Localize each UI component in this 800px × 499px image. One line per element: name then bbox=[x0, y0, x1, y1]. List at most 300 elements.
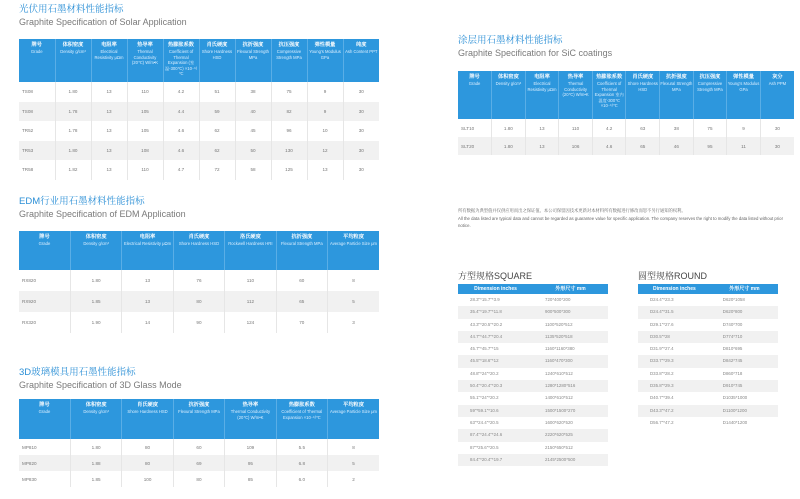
sic-cell: 63 bbox=[626, 119, 660, 137]
solar-cell: 130 bbox=[271, 141, 307, 161]
square-cell: 50.4"*20.4"*20.3 bbox=[470, 383, 503, 389]
table-row bbox=[458, 405, 608, 417]
square-cell: 1400*610*512 bbox=[545, 395, 573, 401]
edm-header-cn: 体积密度 bbox=[85, 234, 107, 240]
glass-cell: 1.88 bbox=[70, 455, 121, 471]
sic-cell: 95 bbox=[693, 137, 727, 155]
glass-cell: MP810 bbox=[19, 439, 70, 455]
solar-cell: 51 bbox=[199, 82, 235, 102]
solar-cell: 13 bbox=[91, 141, 127, 161]
glass-header-cn: 热导率 bbox=[242, 402, 259, 408]
glass-cell: 1.85 bbox=[70, 471, 121, 487]
round-table bbox=[638, 284, 778, 429]
sic-cell: 1.80 bbox=[492, 119, 526, 137]
sic-header bbox=[693, 71, 727, 119]
edm-cell: 3 bbox=[328, 312, 379, 333]
solar-cell: 13 bbox=[91, 121, 127, 141]
square-cell: 43.3"*20.5"*20.2 bbox=[470, 321, 503, 327]
glass-header bbox=[122, 399, 173, 439]
glass-title-cn: 3D玻璃模具用石墨性能指标 bbox=[19, 367, 136, 378]
edm-header-en: Grade bbox=[38, 241, 51, 246]
solar-cell: 13 bbox=[91, 102, 127, 122]
solar-cell: 50 bbox=[235, 141, 271, 161]
solar-cell: 4.6 bbox=[163, 141, 199, 161]
sic-cell: 1.80 bbox=[492, 137, 526, 155]
glass-table bbox=[19, 399, 379, 487]
glass-cell: MP830 bbox=[19, 471, 70, 487]
sic-title-en: Graphite Specification for SiC coatings bbox=[458, 48, 613, 58]
sic-cell: 75 bbox=[693, 119, 727, 137]
square-cell: 63"*24.4"*20.5 bbox=[470, 419, 499, 425]
table-row bbox=[638, 392, 778, 404]
square-cell: 35.4"*19.7"*11.8 bbox=[470, 309, 502, 315]
glass-cell: 109 bbox=[225, 439, 276, 455]
glass-cell: 6.0 bbox=[276, 471, 327, 487]
round-cell: D40.7"*39.4 bbox=[650, 395, 674, 401]
edm-header bbox=[276, 231, 327, 270]
round-header-cell: Dimension inches bbox=[653, 286, 696, 292]
solar-cell: 4.2 bbox=[163, 82, 199, 102]
square-cell: 1160*470*300 bbox=[545, 358, 573, 364]
round-cell: D910*745 bbox=[722, 383, 743, 389]
solar-cell: 45 bbox=[235, 121, 271, 141]
disclaimer-note bbox=[458, 207, 794, 230]
sic-header-en: Coefficient of Thermal Expansion 室内温度-300℃ ×10⁻⁶/℃ bbox=[594, 81, 624, 109]
solar-header bbox=[235, 39, 271, 82]
square-cell: 59"*59.1"*10.6 bbox=[470, 407, 499, 413]
edm-header bbox=[19, 231, 70, 270]
table-row bbox=[458, 392, 608, 404]
round-cell: D774*710 bbox=[722, 333, 743, 339]
square-cell: 1100*520*512 bbox=[545, 321, 573, 327]
glass-header-cn: 体积密度 bbox=[85, 402, 107, 408]
glass-cell: 8 bbox=[328, 439, 379, 455]
solar-cell: 10 bbox=[307, 121, 343, 141]
table-row bbox=[19, 141, 379, 161]
sic-header-cn: 体积密度 bbox=[498, 74, 519, 80]
table-row bbox=[458, 294, 608, 306]
glass-cell: 5 bbox=[328, 455, 379, 471]
table-row bbox=[458, 417, 608, 429]
sic-cell: SLT20 bbox=[458, 137, 492, 155]
round-cell: D740*700 bbox=[722, 321, 743, 327]
solar-cell: 1.80 bbox=[55, 82, 91, 102]
solar-header bbox=[91, 39, 127, 82]
solar-cell: 4.6 bbox=[163, 121, 199, 141]
sic-header bbox=[660, 71, 694, 119]
glass-cell: 95 bbox=[225, 455, 276, 471]
glass-cell: 80 bbox=[122, 455, 173, 471]
glass-header-cn: 牌号 bbox=[39, 402, 50, 408]
edm-cell: 13 bbox=[122, 270, 173, 291]
solar-cell: 110 bbox=[127, 160, 163, 180]
sic-cell: 106 bbox=[559, 137, 593, 155]
sic-section bbox=[458, 35, 794, 155]
glass-cell: 2 bbox=[328, 471, 379, 487]
square-cell: 28.3"*15.7"*3.9 bbox=[470, 297, 500, 302]
edm-cell: 5 bbox=[328, 291, 379, 312]
sic-header-cn: 热导率 bbox=[567, 74, 584, 80]
table-row bbox=[19, 102, 379, 122]
disclaimer-cn: 所有数据为典型值并仅供应用而出之保证值。本公司保留因技术更新对本材料所有数据进行修改而恕不另行通知的权利。 bbox=[458, 208, 686, 213]
solar-title-en: Graphite Specification of Solar Application bbox=[19, 17, 187, 27]
solar-header-en: Density g/cm³ bbox=[60, 49, 86, 54]
solar-cell: 75 bbox=[271, 82, 307, 102]
sic-cell: 110 bbox=[559, 119, 593, 137]
square-header-cell: 外形尺寸 mm bbox=[555, 286, 586, 292]
solar-header bbox=[127, 39, 163, 82]
round-cell: D30.5"*28 bbox=[650, 333, 670, 339]
edm-cell: 76 bbox=[173, 270, 224, 291]
round-cell: D43.3"*47.2 bbox=[650, 407, 674, 413]
edm-title-en: Graphite Specification of EDM Application bbox=[19, 209, 186, 219]
glass-header-en: Density g/cm³ bbox=[83, 409, 109, 414]
sic-header bbox=[559, 71, 593, 119]
table-row bbox=[458, 429, 608, 441]
round-section bbox=[638, 270, 778, 429]
glass-cell: 60 bbox=[173, 439, 224, 455]
sic-cell: 38 bbox=[660, 119, 694, 137]
solar-header-en: Coefficient of Thermal Expansion (室温-300℃) ×10⁻⁶/℃ bbox=[164, 49, 198, 77]
sic-cell: 13 bbox=[525, 137, 559, 155]
sic-header-en: Thermal Conductivity (20℃) W/m•K bbox=[562, 81, 589, 98]
solar-title-cn: 光伏用石墨材料性能指标 bbox=[19, 4, 124, 15]
sic-header bbox=[458, 71, 492, 119]
edm-cell: 1.90 bbox=[70, 312, 121, 333]
glass-cell: 6.8 bbox=[276, 455, 327, 471]
round-cell: D35.8"*29.3 bbox=[650, 383, 674, 389]
edm-header-en: Density g/cm³ bbox=[83, 241, 109, 246]
glass-header-en: Thermal Conductivity (20℃) W/m•K bbox=[230, 409, 271, 420]
sic-header bbox=[525, 71, 559, 119]
glass-cell: 5.5 bbox=[276, 439, 327, 455]
solar-header-cn: 电阻率 bbox=[101, 42, 117, 48]
round-cell: D33.7"*29.3 bbox=[650, 358, 674, 364]
solar-cell: 30 bbox=[343, 160, 379, 180]
edm-cell: 14 bbox=[122, 312, 173, 333]
table-row bbox=[638, 343, 778, 355]
glass-title-en: Graphite Specification of 3D Glass Mode bbox=[19, 380, 182, 390]
edm-header-cn: 牌号 bbox=[39, 234, 50, 240]
sic-header bbox=[727, 71, 761, 119]
round-cell: D56.7"*47.2 bbox=[650, 419, 674, 425]
round-header-cell: 外形尺寸 mm bbox=[729, 286, 760, 292]
glass-cell: MP820 bbox=[19, 455, 70, 471]
table-row bbox=[458, 355, 608, 367]
square-cell: 1280*1280*516 bbox=[545, 383, 576, 389]
solar-table bbox=[19, 39, 379, 180]
sic-table bbox=[458, 71, 794, 155]
sic-header-cn: 电阻率 bbox=[534, 74, 550, 80]
sic-header-cn: 抗压强度 bbox=[699, 74, 721, 80]
sic-cell: 9 bbox=[727, 119, 761, 137]
solar-cell: 30 bbox=[343, 82, 379, 102]
solar-header bbox=[19, 39, 55, 82]
round-cell: D1100*1200 bbox=[722, 407, 747, 413]
square-cell: 1160*1160*380 bbox=[545, 346, 575, 352]
solar-header bbox=[307, 39, 343, 82]
round-cell: D33.8"*28.2 bbox=[650, 370, 674, 376]
edm-header-en: Rockwell Hardness HRI bbox=[228, 241, 273, 246]
edm-header bbox=[122, 231, 173, 270]
table-row bbox=[19, 312, 379, 333]
solar-cell: 108 bbox=[127, 141, 163, 161]
sic-cell: 30 bbox=[760, 137, 794, 155]
sic-title-cn: 涂层用石墨材料性能指标 bbox=[458, 35, 563, 46]
solar-header-en: Flexural Strength MPa bbox=[237, 49, 269, 60]
glass-header-en: Grade bbox=[38, 409, 51, 414]
solar-cell: 9 bbox=[307, 102, 343, 122]
solar-cell: 62 bbox=[199, 121, 235, 141]
sic-header-en: Young's Modulus GPa bbox=[727, 81, 760, 92]
glass-cell: 1.80 bbox=[70, 439, 121, 455]
edm-header bbox=[70, 231, 121, 270]
glass-cell: 80 bbox=[173, 471, 224, 487]
square-cell: 1600*620*520 bbox=[545, 419, 573, 425]
sic-header-en: Density g/cm³ bbox=[495, 81, 522, 86]
solar-cell: TS08 bbox=[19, 82, 55, 102]
glass-header-en: Flexural Strength MPa bbox=[178, 409, 220, 414]
edm-cell: 112 bbox=[225, 291, 276, 312]
solar-cell: 30 bbox=[343, 141, 379, 161]
glass-header-en: Shore Hardness HSD bbox=[127, 409, 168, 414]
edm-header-en: Electrical Resistivity μΩm bbox=[123, 241, 172, 246]
round-cell: D1440*1200 bbox=[722, 419, 748, 425]
solar-cell: 1.78 bbox=[55, 102, 91, 122]
solar-cell: 1.82 bbox=[55, 160, 91, 180]
solar-cell: 72 bbox=[199, 160, 235, 180]
table-row bbox=[19, 439, 379, 455]
square-cell: 45.7"*45.7"*15 bbox=[470, 346, 499, 352]
edm-cell: 65 bbox=[276, 291, 327, 312]
solar-header-cn: 肖氏硬度 bbox=[206, 42, 228, 48]
solar-header-cn: 热导率 bbox=[137, 42, 153, 48]
solar-cell: TR52 bbox=[19, 121, 55, 141]
table-row bbox=[638, 380, 778, 392]
glass-cell: 80 bbox=[122, 439, 173, 455]
solar-cell: 62 bbox=[199, 141, 235, 161]
sic-cell: 13 bbox=[525, 119, 559, 137]
edm-cell: RX920 bbox=[19, 291, 70, 312]
square-cell: 2220*620*525 bbox=[545, 432, 573, 438]
solar-header-cn: 弹性模量 bbox=[314, 42, 336, 48]
round-cell: D24.4"*31.5 bbox=[650, 309, 674, 315]
solar-header-en: Thermal Conductivity (20℃) W/m•K bbox=[131, 49, 159, 66]
solar-cell: 105 bbox=[127, 121, 163, 141]
round-cell: D24.4"*23.3 bbox=[650, 297, 674, 302]
table-row bbox=[458, 343, 608, 355]
square-cell: 720*400*200 bbox=[545, 297, 571, 302]
solar-header bbox=[55, 39, 91, 82]
sic-cell: 4.6 bbox=[592, 137, 626, 155]
glass-header-cn: 肖氏硬度 bbox=[137, 402, 158, 408]
square-cell: 84.4"*20.4"*19.7 bbox=[470, 456, 503, 462]
solar-header-en: Electrical Resistivity μΩm bbox=[94, 49, 124, 60]
solar-cell: 1.80 bbox=[55, 141, 91, 161]
square-cell: 2150*650*512 bbox=[545, 444, 573, 450]
edm-cell: 8 bbox=[328, 270, 379, 291]
sic-header-cn: 灰分 bbox=[772, 74, 783, 80]
table-row bbox=[638, 355, 778, 367]
edm-header bbox=[173, 231, 224, 270]
square-cell: 2145*2500*500 bbox=[545, 456, 576, 462]
round-cell: D620*800 bbox=[722, 309, 743, 315]
sic-header-cn: 抗折强度 bbox=[665, 74, 687, 80]
glass-header bbox=[19, 399, 70, 439]
sic-header bbox=[760, 71, 794, 119]
edm-cell: 13 bbox=[122, 291, 173, 312]
solar-header bbox=[163, 39, 199, 82]
solar-cell: 1.78 bbox=[55, 121, 91, 141]
solar-cell: 4.7 bbox=[163, 160, 199, 180]
solar-header-cn: 牌号 bbox=[31, 42, 42, 48]
solar-header-en: Young's Modulus GPa bbox=[309, 49, 341, 60]
table-row bbox=[19, 471, 379, 487]
edm-cell: 1.85 bbox=[70, 291, 121, 312]
sic-header-en: Ash PPM bbox=[768, 81, 787, 86]
square-cell: 44.7"*44.7"*20.4 bbox=[470, 333, 503, 339]
sic-cell: 30 bbox=[760, 119, 794, 137]
solar-cell: 96 bbox=[271, 121, 307, 141]
table-row bbox=[458, 454, 608, 466]
solar-header-cn: 纯度 bbox=[356, 42, 367, 48]
square-cell: 87.4"*24.4"*24.6 bbox=[470, 432, 503, 438]
square-cell: 48.8"*24"*20.2 bbox=[470, 370, 499, 376]
sic-cell: 4.2 bbox=[592, 119, 626, 137]
table-row bbox=[458, 368, 608, 380]
solar-header-cn: 抗压强度 bbox=[278, 42, 300, 48]
solar-cell: 9 bbox=[307, 82, 343, 102]
sic-cell: 46 bbox=[660, 137, 694, 155]
edm-cell: RX820 bbox=[19, 270, 70, 291]
solar-cell: 13 bbox=[91, 160, 127, 180]
square-cell: 1135*520*518 bbox=[545, 333, 573, 339]
table-row bbox=[638, 331, 778, 343]
sic-header bbox=[626, 71, 660, 119]
edm-cell: 80 bbox=[173, 291, 224, 312]
edm-section bbox=[19, 196, 379, 333]
table-row bbox=[458, 119, 794, 137]
edm-title-cn: EDM行业用石墨材料性能指标 bbox=[19, 196, 145, 207]
edm-table bbox=[19, 231, 379, 333]
square-header bbox=[458, 284, 608, 294]
glass-cell: 85 bbox=[225, 471, 276, 487]
solar-cell: TR53 bbox=[19, 141, 55, 161]
glass-header-en: Coefficient of Thermal Expansion ×10⁻⁶/℃ bbox=[281, 409, 323, 420]
table-row bbox=[638, 368, 778, 380]
sic-header-en: Grade bbox=[468, 81, 481, 86]
sic-header-en: Flexural Strength MPa bbox=[660, 81, 693, 92]
table-row bbox=[638, 417, 778, 429]
square-title: 方型规格SQUARE bbox=[458, 271, 533, 281]
edm-header-cn: 电阻率 bbox=[139, 234, 156, 240]
sic-header bbox=[492, 71, 526, 119]
solar-cell: 4.4 bbox=[163, 102, 199, 122]
square-cell: 900*500*300 bbox=[545, 309, 571, 315]
solar-cell: 13 bbox=[91, 82, 127, 102]
solar-cell: 59 bbox=[199, 102, 235, 122]
round-cell: D842*745 bbox=[722, 358, 743, 364]
solar-cell: 30 bbox=[343, 102, 379, 122]
sic-header-en: Compressive Strength MPa bbox=[697, 81, 723, 92]
table-row bbox=[19, 82, 379, 102]
solar-section bbox=[19, 4, 379, 180]
glass-header-cn: 平均粒度 bbox=[343, 402, 364, 408]
solar-cell: 110 bbox=[127, 82, 163, 102]
edm-header-cn: 肖氏硬度 bbox=[188, 234, 210, 240]
square-cell: 1240*610*512 bbox=[545, 370, 573, 376]
table-row bbox=[638, 306, 778, 318]
solar-cell: 13 bbox=[307, 160, 343, 180]
sic-header-cn: 热膨胀系数 bbox=[596, 74, 623, 80]
round-header bbox=[638, 284, 778, 294]
solar-cell: 12 bbox=[307, 141, 343, 161]
table-row bbox=[19, 121, 379, 141]
edm-header bbox=[225, 231, 276, 270]
table-row bbox=[638, 319, 778, 331]
table-row bbox=[19, 291, 379, 312]
round-cell: D29.1"*27.6 bbox=[650, 321, 674, 327]
edm-header-cn: 平均粒度 bbox=[343, 234, 364, 240]
table-row bbox=[458, 442, 608, 454]
sic-header bbox=[592, 71, 626, 119]
solar-header-cn: 抗折强度 bbox=[242, 42, 264, 48]
sic-header-cn: 弹性模量 bbox=[733, 74, 754, 80]
edm-cell: 90 bbox=[173, 312, 224, 333]
square-cell: 55.1"*24"*20.2 bbox=[470, 395, 499, 401]
solar-header bbox=[271, 39, 307, 82]
table-row bbox=[19, 455, 379, 471]
sic-header-cn: 牌号 bbox=[469, 74, 480, 80]
sic-cell: SLT10 bbox=[458, 119, 492, 137]
sic-header-en: Electrical Resistivity μΩm bbox=[527, 81, 557, 92]
glass-header bbox=[276, 399, 327, 439]
round-cell: D31.9"*27.4 bbox=[650, 346, 674, 352]
table-row bbox=[458, 137, 794, 155]
round-cell: D1035*1000 bbox=[722, 395, 748, 401]
table-row bbox=[458, 319, 608, 331]
solar-header-en: Grade bbox=[30, 49, 43, 54]
edm-header-cn: 洛氏硬度 bbox=[240, 234, 261, 240]
solar-cell: 38 bbox=[235, 82, 271, 102]
edm-cell: 1.80 bbox=[70, 270, 121, 291]
round-cell: D620*1058 bbox=[722, 297, 745, 302]
square-cell: 87"*25.6"*20.5 bbox=[470, 444, 499, 450]
square-section bbox=[458, 270, 608, 466]
edm-cell: 60 bbox=[276, 270, 327, 291]
edm-cell: 124 bbox=[225, 312, 276, 333]
glass-header bbox=[173, 399, 224, 439]
table-row bbox=[458, 380, 608, 392]
solar-cell: 105 bbox=[127, 102, 163, 122]
table-row bbox=[458, 306, 608, 318]
solar-header-en: Compressive Strength MPa bbox=[276, 49, 302, 60]
glass-header bbox=[328, 399, 379, 439]
round-title: 圆型规格ROUND bbox=[638, 271, 707, 281]
glass-cell: 100 bbox=[122, 471, 173, 487]
solar-cell: 30 bbox=[343, 121, 379, 141]
glass-header bbox=[70, 399, 121, 439]
solar-header bbox=[343, 39, 379, 82]
glass-header-cn: 热膨胀系数 bbox=[288, 402, 315, 408]
glass-header-cn: 抗折强度 bbox=[188, 402, 210, 408]
edm-cell: 70 bbox=[276, 312, 327, 333]
table-row bbox=[19, 270, 379, 291]
sic-header-en: Shore Hardness HSD bbox=[627, 81, 658, 92]
square-cell: 45.5"*18.6"*12 bbox=[470, 358, 499, 364]
edm-header-en: Average Particle Size μm bbox=[330, 241, 378, 246]
round-cell: D810*695 bbox=[722, 346, 743, 352]
